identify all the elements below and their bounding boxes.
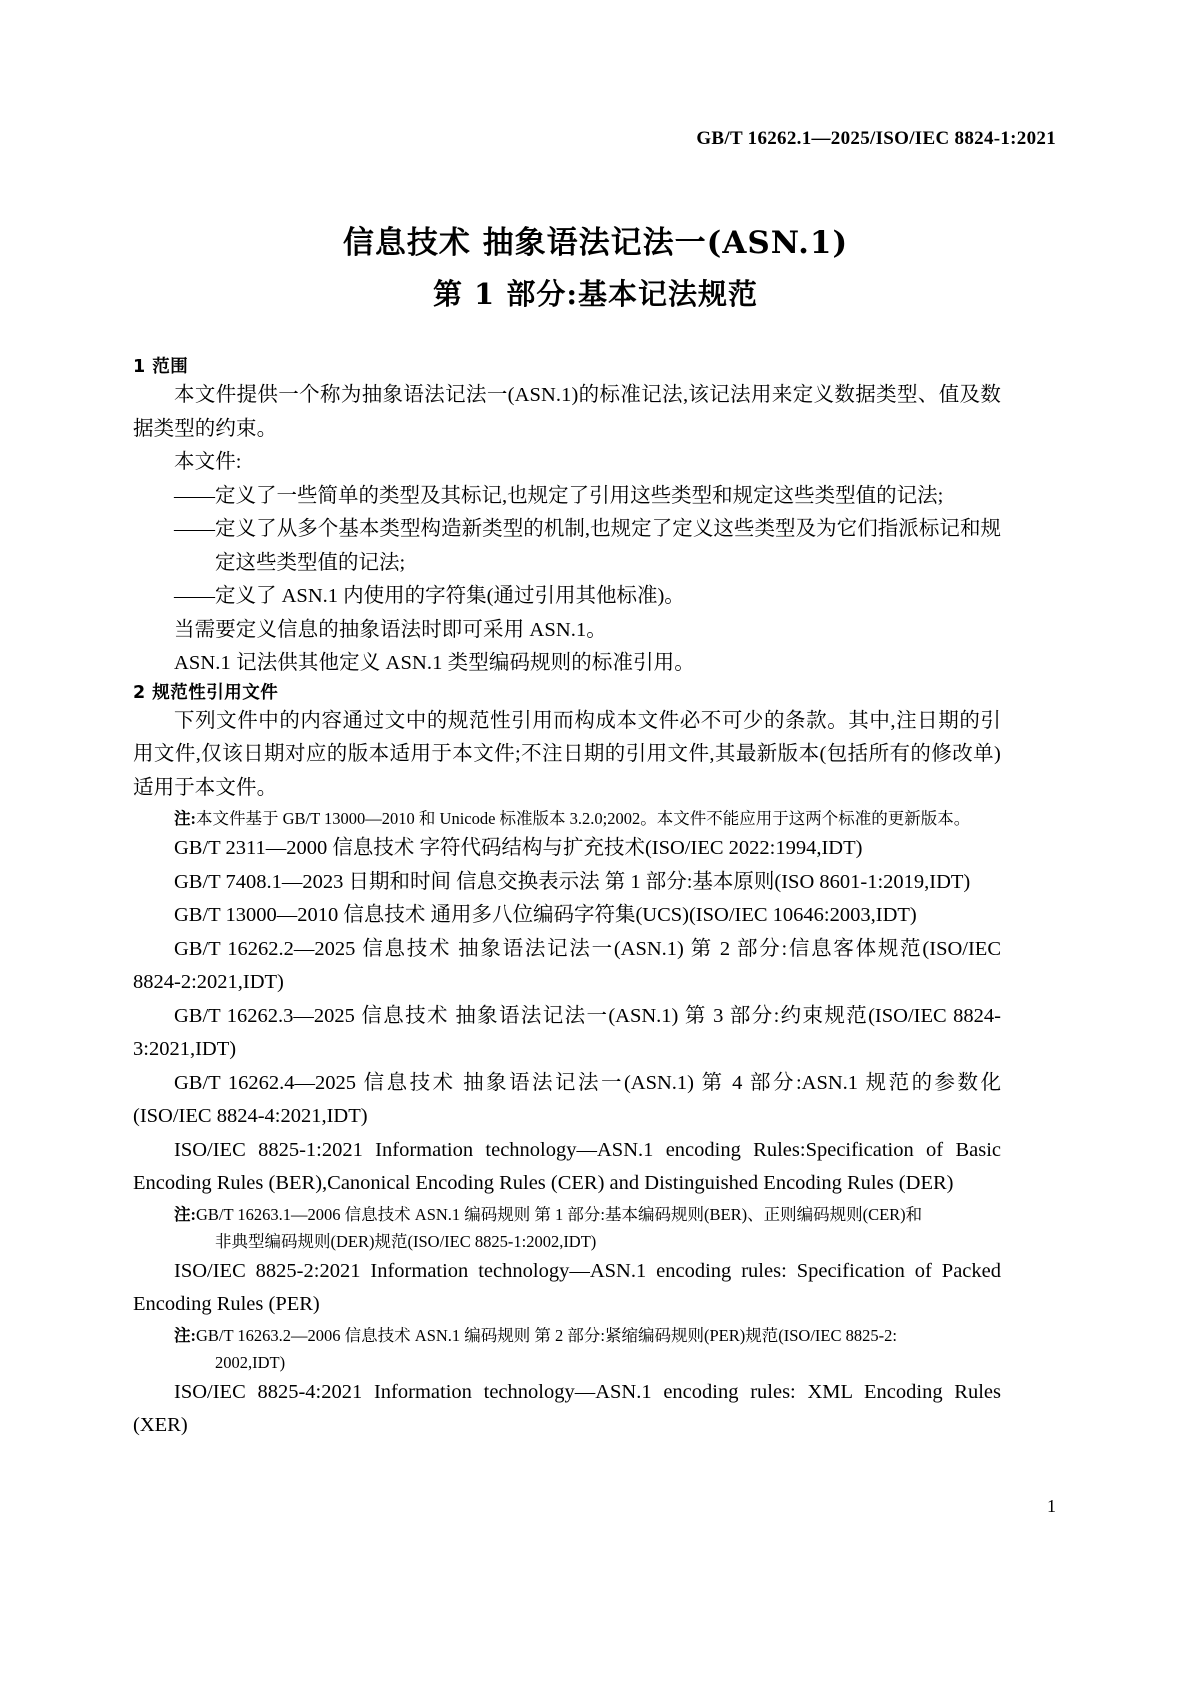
note-text: GB/T 16263.1—2006 信息技术 ASN.1 编码规则 第 1 部分:基本编码规则(BER)、正则编码规则(CER)和 bbox=[196, 1204, 923, 1224]
note-text: 本文件基于 GB/T 13000—2010 和 Unicode 标准版本 3.2.0;2002。本文件不能应用于这两个标准的更新版本。 bbox=[196, 809, 971, 828]
reference-note-2-continuation: 2002,IDT) bbox=[215, 1352, 286, 1372]
document-body bbox=[133, 355, 1001, 1443]
list-item: ——定义了 ASN.1 内使用的字符集(通过引用其他标准)。 bbox=[174, 585, 685, 607]
list-item: ——定义了一些简单的类型及其标记,也规定了引用这些类型和规定这些类型值的记法; bbox=[174, 484, 944, 507]
reference-entry: GB/T 7408.1—2023 日期和时间 信息交换表示法 第 1 部分:基本原则(ISO 8601-1:2019,IDT) bbox=[174, 870, 971, 893]
note-text: GB/T 16263.2—2006 信息技术 ASN.1 编码规则 第 2 部分:紧缩编码规则(PER)规范(ISO/IEC 8825-2: bbox=[196, 1325, 897, 1345]
scope-paragraph-4: ASN.1 记法供其他定义 ASN.1 类型编码规则的标准引用。 bbox=[174, 652, 695, 674]
reference-entry: ISO/IEC 8825-4:2021 Information technology—ASN.1 encoding rules: XML Encoding Rules (XER) bbox=[133, 1380, 1001, 1436]
running-header: GB/T 16262.1—2025/ISO/IEC 8824-1:2021 bbox=[696, 128, 1056, 149]
section-heading-normative-references: 2 规范性引用文件 bbox=[133, 682, 279, 703]
normative-references-note bbox=[133, 805, 1001, 832]
reference-note-2 bbox=[133, 1322, 1001, 1349]
scope-paragraph-2: 本文件: bbox=[174, 451, 242, 473]
title-line-1: 信息技术 抽象语法记法一(ASN.1) bbox=[342, 225, 849, 261]
reference-entry: GB/T 16262.2—2025 信息技术 抽象语法记法一(ASN.1) 第 2 部分:信息客体规范(ISO/IEC 8824-2:2021,IDT) bbox=[133, 937, 1001, 993]
scope-dash-list bbox=[133, 480, 1001, 614]
reference-entry: GB/T 2311—2000 信息技术 字符代码结构与扩充技术(ISO/IEC 2022:1994,IDT) bbox=[174, 837, 863, 859]
document-title bbox=[0, 222, 1191, 315]
scope-paragraph-1: 本文件提供一个称为抽象语法记法一(ASN.1)的标准记法,该记法用来定义数据类型、值及数据类型的约束。 bbox=[133, 384, 1001, 440]
reference-note-1 bbox=[133, 1201, 1001, 1228]
scope-paragraph-3: 当需要定义信息的抽象语法时即可采用 ASN.1。 bbox=[174, 618, 607, 641]
reference-entry: GB/T 16262.3—2025 信息技术 抽象语法记法一(ASN.1) 第 3 部分:约束规范(ISO/IEC 8824-3:2021,IDT) bbox=[133, 1004, 1001, 1060]
reference-entry: ISO/IEC 8825-2:2021 Information technology—ASN.1 encoding rules: Specification of Packed Encoding Rules (PER) bbox=[133, 1259, 1001, 1315]
section-heading-scope: 1 范围 bbox=[133, 357, 189, 377]
reference-entry: GB/T 13000—2010 信息技术 通用多八位编码字符集(UCS)(ISO/IEC 10646:2003,IDT) bbox=[174, 904, 917, 926]
reference-entry: GB/T 16262.4—2025 信息技术 抽象语法记法一(ASN.1) 第 4 部分:ASN.1 规范的参数化(ISO/IEC 8824-4:2021,IDT) bbox=[133, 1071, 1001, 1127]
reference-entry: ISO/IEC 8825-1:2021 Information technology—ASN.1 encoding Rules:Specification of Basic Encoding Rules (BER),Canonical Encoding Rules (CER) and Distinguished Encoding Rules (DER) bbox=[133, 1138, 1001, 1194]
title-line-2: 第 1 部分:基本记法规范 bbox=[432, 277, 759, 311]
reference-note-1-continuation: 非典型编码规则(DER)规范(ISO/IEC 8825-1:2002,IDT) bbox=[215, 1231, 597, 1251]
page-number: 1 bbox=[1047, 1496, 1056, 1516]
note-label: 注: bbox=[174, 1204, 196, 1224]
normative-references-paragraph-1: 下列文件中的内容通过文中的规范性引用而构成本文件必不可少的条款。其中,注日期的引用文件,仅该日期对应的版本适用于本文件;不注日期的引用文件,其最新版本(包括所有的修改单)适用于本文件。 bbox=[133, 709, 1001, 799]
list-item: ——定义了从多个基本类型构造新类型的机制,也规定了定义这些类型及为它们指派标记和规定这些类型值的记法; bbox=[174, 518, 1001, 574]
note-label: 注: bbox=[174, 1325, 196, 1345]
note-label: 注: bbox=[174, 809, 196, 828]
